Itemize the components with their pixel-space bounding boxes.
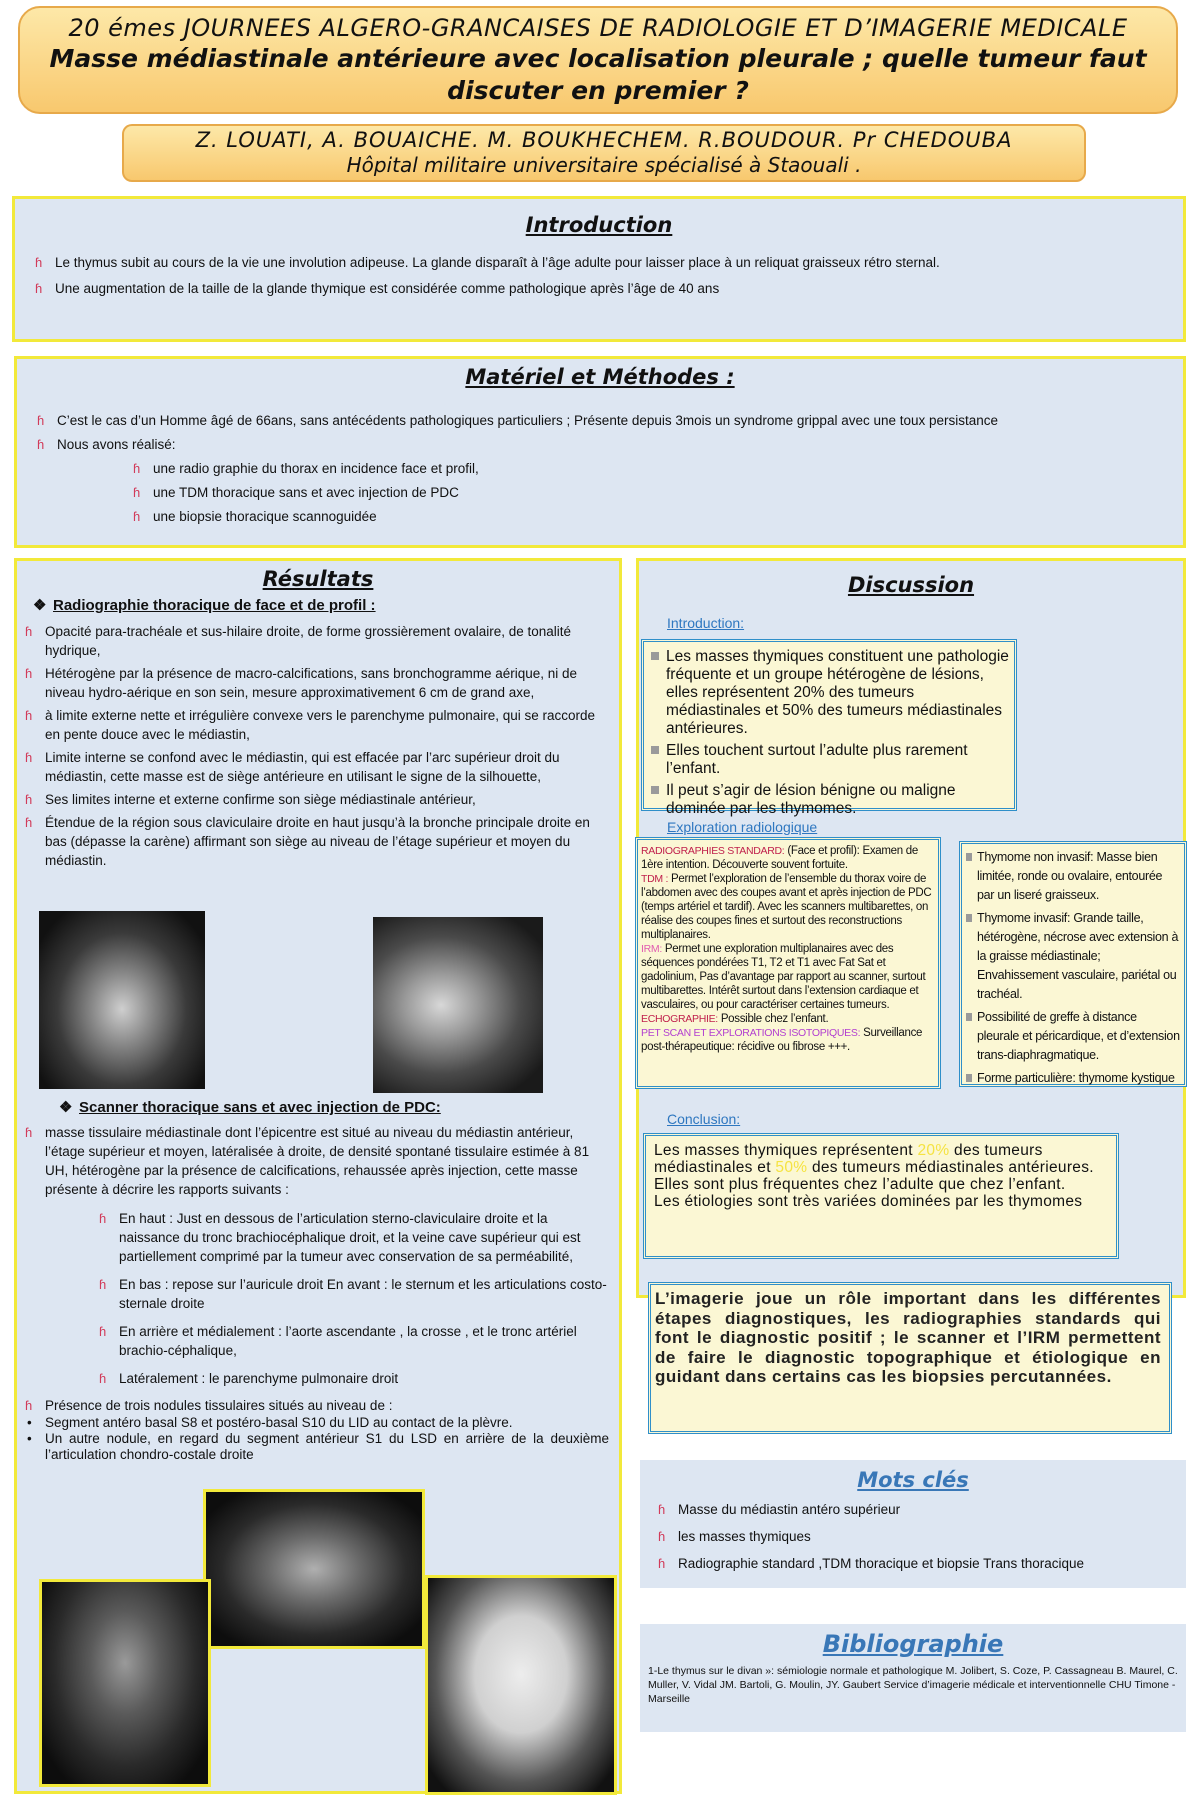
list-item: ɦ Masse du médiastin antéro supérieur [658, 1502, 901, 1517]
list-item: ɦ Hétérogène par la présence de macro-calcifications, sans bronchogramme aérique, ni de niveau hydro-aérique en son sein, mesure approximativement 6 cm de grand axe, [25, 666, 578, 700]
scanner-heading: ❖ Scanner thoracique sans et avec injection de PDC: [59, 1099, 441, 1116]
bullet-icon: ɦ [658, 1556, 666, 1571]
square-bullet-icon [966, 1013, 972, 1021]
bullet-icon: ɦ [133, 461, 141, 476]
conclusion-text-2: Elles sont plus fréquentes chez l’adulte que chez l’enfant. [654, 1176, 1066, 1193]
exploration-item: PET SCAN ET EXPLORATIONS ISOTOPIQUES: Surveillance post-thérapeutique: récidive ou fibrose +++. [641, 1027, 923, 1053]
radiographie-heading: ❖ Radiographie thoracique de face et de profil : [33, 597, 376, 614]
introduction-panel [12, 196, 1186, 342]
poster-title [20, 43, 1176, 107]
list-item: Les masses thymiques constituent une pathologie fréquente et un groupe hétérogène de lésions, elles représentent 20% des tumeurs médiastinales et 50% des tumeurs médiastinales antérieures. [648, 648, 1010, 738]
list-item: Possibilité de greffe à distance pleurale et péricardique, et d’extension trans-diaphragmatique. [965, 1008, 1181, 1065]
thymome-box [959, 841, 1187, 1087]
bullet-icon: ɦ [99, 1324, 107, 1339]
ct-axial-image [203, 1489, 425, 1649]
list-item: ɦ Radiographie standard ,TDM thoracique et biopsie Trans thoracique [658, 1556, 1084, 1571]
exploration-label: Exploration radiologique [667, 819, 818, 835]
introduction-title: Introduction [525, 213, 673, 237]
list-item: ɦ Limite interne se confond avec le médiastin, qui est effacée par l’arc supérieur droit du médiastin, cette masse est de siège antérieure en utilisant le signe de la silhouette, [25, 750, 560, 784]
list-item: Forme particulière: thymome kystique [965, 1069, 1181, 1088]
list-item: ɦ Une augmentation de la taille de la glande thymique est considérée comme pathologique après l’âge de 40 ans [35, 281, 720, 296]
list-item: ɦ Présence de trois nodules tissulaires situés au niveau de : [25, 1398, 393, 1413]
list-item: ɦ une TDM thoracique sans et avec injection de PDC [133, 485, 459, 500]
dot-bullet-icon: • [27, 1431, 32, 1446]
poster-title-line2: discuter en premier ? [447, 76, 749, 105]
exploration-item: ECHOGRAPHIE: Possible chez l’enfant. [641, 1013, 829, 1025]
list-item: Il peut s’agir de lésion bénigne ou maligne dominée par les thymomes. [648, 782, 1010, 818]
list-item: ɦ masse tissulaire médiastinale dont l’épicentre est situé au niveau du médiastin antérieur, l’étage supérieur et moyen, latéralisée à droite, de densité spontané tissulaire estimée à 81 UH, hétérogène par la présence de calcifications, rehaussée après injection, cette masse présente à décrire les rapports suivants : [25, 1125, 590, 1197]
bibliographie-panel [640, 1624, 1186, 1732]
materiel-sublist [131, 459, 1183, 526]
resultats-panel [14, 558, 622, 1794]
bullet-icon: ɦ [25, 750, 33, 765]
list-item: ɦ Latéralement : le parenchyme pulmonaire droit [99, 1371, 399, 1386]
bibliographie-text: 1-Le thymus sur le divan »: sémiologie normale et pathologique M. Jolibert, S. Coze, P. Cassagneau B. Maurel, C. Muller, V. Vidal JM. Bartoli, G. Moulin, JY. Gaubert Service d’imagerie médicale et interventionnelle CHU Timone - Marseille [648, 1665, 1178, 1705]
introduction-list [33, 253, 1183, 298]
xray-lateral-image [373, 917, 543, 1093]
bullet-icon: ɦ [25, 708, 33, 723]
diamond-bullet-icon: ❖ [59, 1099, 73, 1116]
discussion-intro-box [641, 639, 1017, 817]
bullet-icon: ɦ [133, 485, 141, 500]
scanner-sublist [97, 1209, 609, 1388]
discussion-title: Discussion [847, 573, 975, 597]
authors: Z. LOUATI, A. BOUAICHE. M. BOUKHECHEM. R.BOUDOUR. Pr CHEDOUBA [195, 128, 1013, 152]
square-bullet-icon [651, 746, 659, 754]
bullet-icon: ɦ [25, 792, 33, 807]
bullet-icon: ɦ [99, 1277, 107, 1292]
list-item: ɦ Nous avons réalisé: [37, 437, 176, 452]
list-item: ɦ une biopsie thoracique scannoguidée [133, 509, 377, 524]
list-item: ɦ C’est le cas d’un Homme âgé de 66ans, sans antécédents pathologiques particuliers ; Présente depuis 3mois un syndrome grippal avec une toux persistance [37, 413, 999, 428]
list-item: ɦ Ses limites interne et externe confirme son siège médiastinale antérieur, [25, 792, 476, 807]
resultats-title: Résultats [262, 567, 374, 591]
bullet-icon: ɦ [99, 1211, 107, 1226]
radiographie-list [23, 622, 609, 870]
congress-title: 20 émes JOURNEES ALGERO-GRANCAISES DE RADIOLOGIE ET D’IMAGERIE MEDICALE [68, 14, 1128, 42]
list-item: ɦ En bas : repose sur l’auricule droit En avant : le sternum et les articulations costo-sternale droite [99, 1277, 607, 1311]
exploration-box [635, 837, 941, 1089]
list-item: ɦ à limite externe nette et irrégulière convexe vers le parenchyme pulmonaire, qui se raccorde en pente douce avec le médiastin, [25, 708, 596, 742]
xray-frontal-image [39, 911, 205, 1089]
poster-title-line1: Masse médiastinale antérieure avec localisation pleurale ; quelle tumeur faut [49, 44, 1147, 73]
exploration-item: RADIOGRAPHIES STANDARD: (Face et profil): Examen de 1ère intention. Découverte souvent fortuite. [641, 845, 918, 871]
square-bullet-icon [966, 914, 972, 922]
dot-bullet-icon: • [27, 1415, 32, 1430]
imagerie-box: L’imagerie joue un rôle important dans les différentes étapes diagnostiques, les radiographies standards qui font le diagnostic positif ; le scanner et l’IRM permettent de faire le diagnostic topographique et étiologique en guidant dans certains cas les biopsies percutannées. [648, 1282, 1172, 1434]
mots-cles-list [656, 1500, 1186, 1573]
conclusion-text-3: Les étiologies sont très variées dominées par les thymomes [654, 1193, 1083, 1210]
square-bullet-icon [966, 1074, 972, 1082]
list-item: ɦ Le thymus subit au cours de la vie une involution adipeuse. La glande disparaît à l’âge adulte pour laisser place à un reliquat graisseux rétro sternal. [35, 255, 940, 270]
square-bullet-icon [966, 853, 972, 861]
list-item: ɦ les masses thymiques [658, 1529, 811, 1544]
bullet-icon: ɦ [35, 281, 43, 296]
bullet-icon: ɦ [37, 413, 45, 428]
list-item: ɦ Opacité para-trachéale et sus-hilaire droite, de forme grossièrement ovalaire, de tonalité hydrique, [25, 624, 572, 658]
exploration-item: IRM: Permet une exploration multiplanaires avec des séquences pondérées T1, T2 et T1 avec Fat Sat et gadolinium, Pas d’avantage par rapport au scanner, surtout multibarettes. Intérêt surtout dans l’extension cardiaque et vasculaires, ou pour caractériser certaines tumeurs. [641, 943, 926, 1011]
list-item: • Un autre nodule, en regard du segment antérieur S1 du LSD en arrière de la deuxième l’articulation chondro-costale droite [27, 1431, 609, 1462]
authors-banner [122, 124, 1086, 182]
scanner-list [23, 1123, 609, 1463]
bullet-icon: ɦ [25, 1398, 33, 1413]
hospital: Hôpital militaire universitaire spécialisé à Staouali . [346, 153, 862, 177]
mots-cles-title: Mots clés [857, 1468, 969, 1492]
conclusion-text-1: Les masses thymiques représentent 20% des tumeurs médiastinales et 50% des tumeurs médiastinales antérieures. [654, 1142, 1094, 1176]
bullet-icon: ɦ [99, 1371, 107, 1386]
bullet-icon: ɦ [35, 255, 43, 270]
bibliographie-title: Bibliographie [822, 1630, 1004, 1658]
exploration-item: TDM : Permet l’exploration de l’ensemble du thorax voire de l’abdomen avec des coupes avant et après injection de PDC (temps artériel et tardif). Avec les scanners multibarettes, on réalise des coupes fines et surtout des reconstructions multiplanaires. [641, 873, 932, 941]
list-item: Elles touchent surtout l’adulte plus rarement l’enfant. [648, 742, 1010, 778]
list-item: Thymome invasif: Grande taille, hétérogène, nécrose avec extension à la graisse médiastinale; Envahissement vasculaire, pariétal ou trachéal. [965, 909, 1181, 1004]
list-item: ɦ une radio graphie du thorax en incidence face et profil, [133, 461, 479, 476]
square-bullet-icon [651, 652, 659, 660]
diamond-bullet-icon: ❖ [33, 597, 47, 614]
bullet-icon: ɦ [658, 1502, 666, 1517]
mots-cles-panel [640, 1460, 1186, 1588]
bullet-icon: ɦ [25, 815, 33, 830]
list-item: Thymome non invasif: Masse bien limitée, ronde ou ovalaire, entourée par un liseré graisseux. [965, 848, 1181, 905]
materiel-list [35, 411, 1183, 526]
list-item: • Segment antéro basal S8 et postéro-basal S10 du LID au contact de la plèvre. [27, 1415, 513, 1430]
bullet-icon: ɦ [25, 624, 33, 639]
ct-lung-window-image [425, 1575, 617, 1795]
conclusion-box [643, 1133, 1119, 1259]
bullet-icon: ɦ [658, 1529, 666, 1544]
materiel-panel [14, 356, 1186, 548]
discussion-panel [636, 558, 1186, 1298]
bullet-icon: ɦ [25, 1125, 33, 1140]
ct-sagittal-image [39, 1579, 211, 1787]
list-item: ɦ En haut : Just en dessous de l’articulation sterno-claviculaire droite et la naissance du tronc brachiocéphalique droit, et la veine cave supérieur qui est partiellement comprimé par la tumeur avec conservation de sa perméabilité, [99, 1211, 581, 1264]
title-banner [18, 6, 1178, 114]
materiel-title: Matériel et Méthodes : [465, 365, 735, 389]
square-bullet-icon [651, 786, 659, 794]
list-item: ɦ Étendue de la région sous claviculaire droite en haut jusqu’à la bronche principale droite en bas (dépasse la carène) affirmant son siège au niveau de l’étage supérieur et moyen du médiastin. [25, 815, 590, 868]
discussion-intro-label: Introduction: [667, 615, 745, 631]
list-item: ɦ En arrière et médialement : l’aorte ascendante , la crosse , et le tronc artériel brachio-céphalique, [99, 1324, 577, 1358]
bullet-icon: ɦ [25, 666, 33, 681]
conclusion-label: Conclusion: [667, 1111, 741, 1127]
bullet-icon: ɦ [133, 509, 141, 524]
bullet-icon: ɦ [37, 437, 45, 452]
